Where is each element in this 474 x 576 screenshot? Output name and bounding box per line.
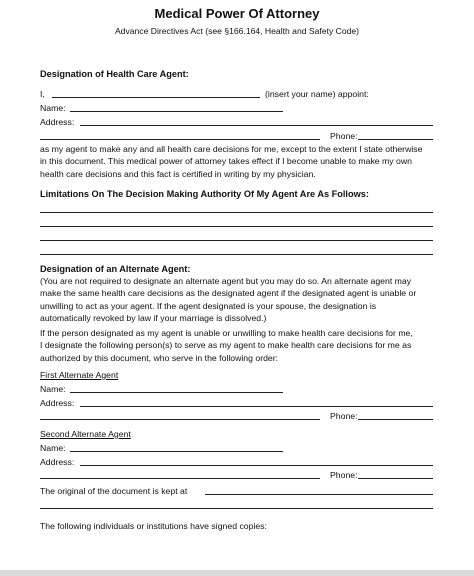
agent-paragraph bbox=[40, 143, 422, 180]
alternate-para2-line: If the person designated as my agent is unable or unwilling to make health care decisions for me, bbox=[40, 328, 413, 338]
document-subtitle: Advance Directives Act (see §166.164, Health and Safety Code) bbox=[114, 26, 360, 36]
limitations-line-1[interactable] bbox=[40, 212, 433, 213]
agent-heading: Designation of Health Care Agent: bbox=[40, 69, 189, 79]
second-alt-name-label: Name: bbox=[40, 443, 66, 453]
original-kept-label: The original of the document is kept at bbox=[40, 486, 188, 496]
alternate-para2-line: I designate the following person(s) to serve as my agent to make health care decisions for me as bbox=[40, 340, 412, 351]
second-alt-phone-label: Phone: bbox=[330, 470, 358, 480]
alternate-para1-line: unwilling to act as your agent. If the agent designated is your spouse, the designation is bbox=[40, 300, 377, 311]
your-name-line[interactable] bbox=[52, 97, 260, 98]
agent-phone-line[interactable] bbox=[358, 139, 433, 140]
agent-para-line: as my agent to make any and all health care decisions for me, except to the extent I state otherwise bbox=[40, 144, 423, 154]
first-alt-phone-label: Phone: bbox=[330, 411, 358, 421]
alternate-heading: Designation of an Alternate Agent: bbox=[40, 264, 191, 274]
page-bottom-edge bbox=[0, 570, 474, 576]
original-kept-line-1[interactable] bbox=[205, 494, 433, 495]
agent-name-label: Name: bbox=[40, 103, 66, 113]
alternate-paragraph-2 bbox=[40, 327, 413, 364]
alternate-para1-line: make the same health care decisions as the designated agent if the designated agent is unable or bbox=[40, 288, 417, 299]
second-alt-phone-line[interactable] bbox=[358, 478, 433, 479]
first-alt-address-line-1[interactable] bbox=[80, 406, 433, 407]
second-alt-address-line-1[interactable] bbox=[80, 465, 433, 466]
second-alternate-label: Second Alternate Agent bbox=[40, 429, 131, 439]
alternate-para2-line: authorized by this document, who serve in the following order: bbox=[40, 352, 279, 363]
first-alternate-label: First Alternate Agent bbox=[40, 370, 119, 380]
i-label: I, bbox=[40, 89, 45, 99]
agent-address-line-2[interactable] bbox=[40, 139, 320, 140]
first-alt-phone-line[interactable] bbox=[358, 419, 433, 420]
alternate-para1-line: automatically revoked by law if your marriage is dissolved.) bbox=[40, 313, 267, 324]
agent-name-line[interactable] bbox=[70, 111, 283, 112]
second-alt-address-line-2[interactable] bbox=[40, 478, 320, 479]
original-kept-line-2[interactable] bbox=[40, 508, 433, 509]
alternate-paragraph-1 bbox=[40, 275, 416, 325]
document-title: Medical Power Of Attorney bbox=[154, 6, 320, 21]
agent-para-line: in this document. This medical power of attorney takes effect if I become unable to make my own bbox=[40, 156, 412, 167]
first-alt-name-label: Name: bbox=[40, 384, 66, 394]
agent-para-line: health care decisions and this fact is certified in writing by my physician. bbox=[40, 168, 316, 179]
limitations-line-2[interactable] bbox=[40, 226, 433, 227]
limitations-line-4[interactable] bbox=[40, 254, 433, 255]
insert-name-text: (insert your name) appoint: bbox=[265, 89, 369, 99]
second-alt-name-line[interactable] bbox=[70, 451, 283, 452]
agent-address-label: Address: bbox=[40, 117, 75, 127]
agent-address-line-1[interactable] bbox=[80, 125, 433, 126]
first-alt-name-line[interactable] bbox=[70, 392, 283, 393]
first-alt-address-line-2[interactable] bbox=[40, 419, 320, 420]
second-alt-address-label: Address: bbox=[40, 457, 75, 467]
signed-copies-label: The following individuals or institutions have signed copies: bbox=[40, 521, 267, 531]
agent-phone-label: Phone: bbox=[330, 131, 358, 141]
first-alt-address-label: Address: bbox=[40, 398, 75, 408]
limitations-line-3[interactable] bbox=[40, 240, 433, 241]
alternate-para1-line: (You are not required to designate an alternate agent but you may do so. An alternate agent may bbox=[40, 276, 412, 286]
limitations-heading: Limitations On The Decision Making Authority Of My Agent Are As Follows: bbox=[40, 189, 369, 199]
